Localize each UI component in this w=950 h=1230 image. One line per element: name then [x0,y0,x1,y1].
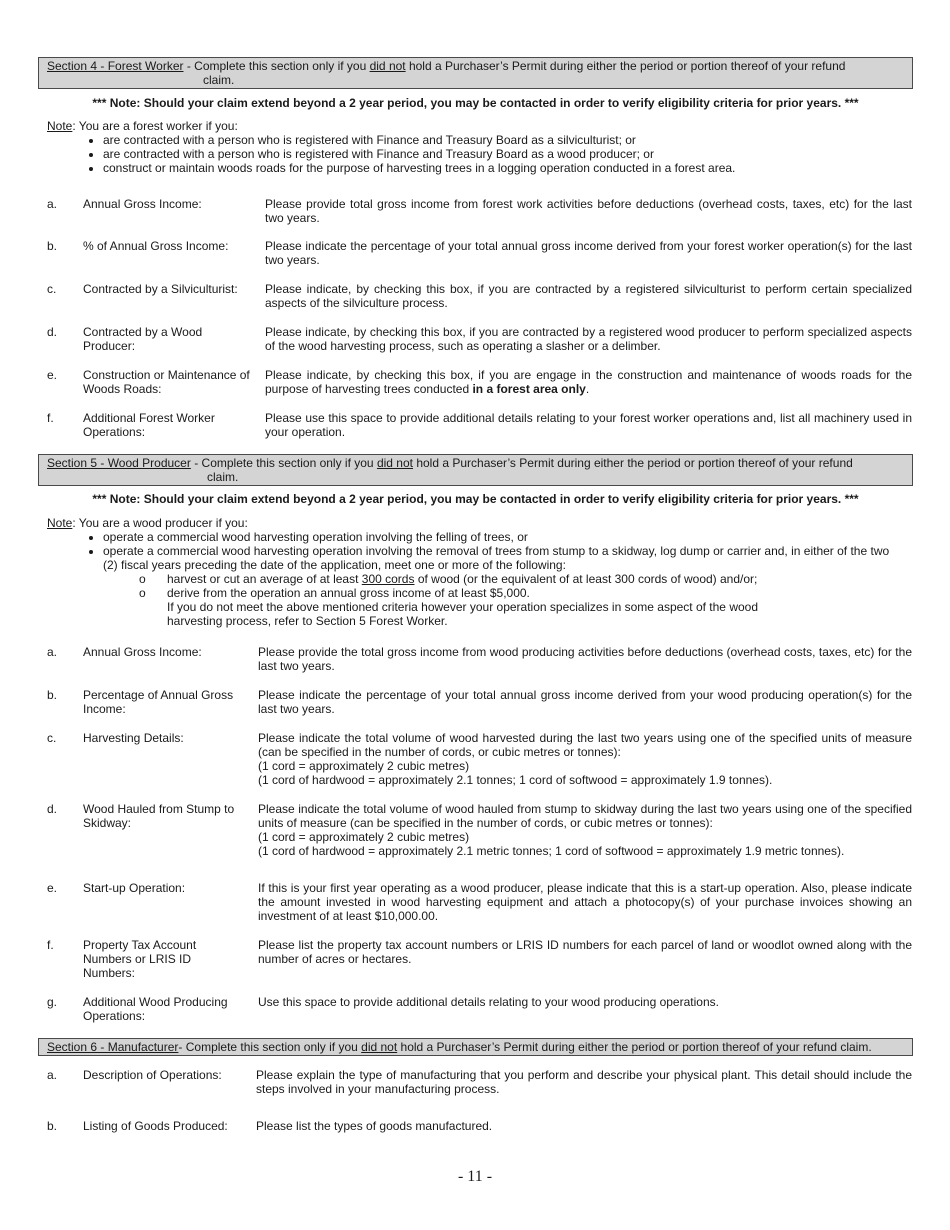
item-description-line: (1 cord of hardwood = approximately 2.1 tonnes; 1 cord of softwood = approximately 1.9 tonnes). [258,773,773,787]
list-item: • are contracted with a person who is registered with Finance and Treasury Board as a silviculturist; or [103,133,907,147]
section-6-title: Section 6 - Manufacturer [47,1040,179,1054]
item-description: Please provide the total gross income from wood producing activities before deductions (overhead costs, taxes, etc) for the last two years. [258,645,912,673]
item-description: Please explain the type of manufacturing that you perform and describe your physical plant. This detail should include the steps involved in your manufacturing process. [256,1068,912,1096]
item-letter: g. [47,995,58,1009]
item-label: Annual Gross Income: [83,645,202,659]
item-description-line: (1 cord of hardwood = approximately 2.1 metric tonnes; 1 cord of softwood = approximately 1.9 metric tonnes). [258,844,845,858]
item-description: Please indicate, by checking this box, if you are contracted by a registered wood producer to perform specialized aspects of the wood harvesting process, such as operating a slasher or a delimber. [265,325,912,353]
page-number: - 11 - [457,1168,493,1185]
section-4-note-label: Note [47,119,73,133]
sub-list-item [139,586,907,600]
item-letter: d. [47,802,58,816]
item-description: Please indicate the percentage of your total annual gross income derived from your forest worker operation(s) for the last two years. [265,239,912,267]
item-description: If this is your first year operating as a wood producer, please indicate that this is a start-up operation. Also, please indicate the amount invested in wood harvesting equipment and attach a photocopy(s) of your purchase invoices showing an investment of at least $10,000.00. [258,881,912,923]
section-4-header-emphasis: did not [369,59,406,73]
section-4-header-rest: hold a Purchaser’s Permit during either the period or portion thereof of your refund [405,59,846,73]
section-5-intro [47,516,907,628]
item-description-text: Please indicate the total volume of wood harvested during the last two years using one of the specified units of measure (can be specified in the number of cords, or cubic metres or tonnes): [258,731,912,759]
item-description: Please list the types of goods manufactured. [256,1119,493,1133]
item-letter: a. [47,645,58,659]
section-5-header-emphasis: did not [376,456,413,470]
list-item [103,544,907,572]
section-4-header-text: - Complete this section only if you [183,59,370,73]
item-description: Please provide total gross income from forest work activities before deductions (overhead costs, taxes, etc) for the last two years. [265,197,912,225]
item-letter: c. [47,282,57,296]
item-label: % of Annual Gross Income: [83,239,229,253]
item-description: Please list the property tax account numbers or LRIS ID numbers for each parcel of land or woodlot owned along with the number of acres or hectares. [258,938,912,966]
item-description: Use this space to provide additional details relating to your wood producing operations. [258,995,719,1009]
section-5-note-label: Note [47,516,73,530]
item-description [265,368,912,396]
item-letter: a. [47,1068,58,1082]
list-item-text: operate a commercial wood harvesting operation involving the removal of trees from stump to a skidway, log dump or carrier and, in either of the two (2) fiscal years preceding the date of the application, meet one or more of the following: [103,544,890,572]
item-letter: b. [47,688,58,702]
section-5-note: *** Note: Should your claim extend beyond a 2 year period, you may be contacted in order to verify eligibility criteria for prior years. *** [92,492,859,506]
section-4-header [38,57,913,89]
item-label: Listing of Goods Produced: [83,1119,228,1133]
item-description [258,802,912,858]
item-letter: e. [47,881,58,895]
item-letter: c. [47,731,57,745]
section-4-header-line2: claim. [203,73,235,87]
item-description: Please indicate the percentage of your total annual gross income derived from your wood producing operation(s) for the last two years. [258,688,912,716]
item-letter: f. [47,411,54,425]
item-label: Contracted by a Silviculturist: [83,282,238,296]
section-5-header [38,454,913,486]
item-label: Start-up Operation: [83,881,186,895]
section-5-title: Section 5 - Wood Producer [47,456,191,470]
item-label: Annual Gross Income: [83,197,202,211]
item-description: Please indicate, by checking this box, if you are contracted by a registered silviculturist to perform certain specialized aspects of the silviculture process. [265,282,912,310]
section-5-header-rest: hold a Purchaser’s Permit during either the period or portion thereof of your refund [412,456,853,470]
list-item: • are contracted with a person who is registered with Finance and Treasury Board as a wood producer; or [103,147,907,161]
item-letter: b. [47,239,58,253]
sub-list-item-text [167,572,757,586]
circle-bullet-icon: o [139,586,146,600]
section-6-header-emphasis: did not [361,1040,398,1054]
item-description [258,731,912,787]
section-5-intro-text: : You are a wood producer if you: [72,516,248,530]
item-description-text: Please indicate the total volume of wood hauled from stump to skidway during the last two years using one of the specified units of measure (can be specified in the number of cords, or cubic metres or tonnes): [258,802,912,830]
section-4-title: Section 4 - Forest Worker [47,59,184,73]
section-5-header-line2: claim. [207,470,239,484]
item-label: Harvesting Details: [83,731,184,745]
item-letter: f. [47,938,54,952]
sub-list-note: If you do not meet the above mentioned criteria however your operation specializes in some aspect of the wood harvesting process, refer to Section 5 Forest Worker. [167,600,759,628]
section-4-note: *** Note: Should your claim extend beyond a 2 year period, you may be contacted in order to verify eligibility criteria for prior years. *** [92,96,859,110]
circle-bullet-icon: o [139,572,146,586]
item-description-bold: in a forest area only [472,382,586,396]
item-description-end: . [585,382,590,396]
section-6-header-text: - Complete this section only if you [178,1040,362,1054]
item-letter: b. [47,1119,58,1133]
sub-item-post: of wood (or the equivalent of at least 300 cords of wood) and/or; [414,572,758,586]
sub-item-pre: harvest or cut an average of at least [167,572,362,586]
section-5-bullet-list [47,530,907,572]
item-label: Additional Forest Worker Operations: [83,411,215,439]
item-letter: e. [47,368,58,382]
sub-list-item-text: derive from the operation an annual gross income of at least $5,000. [167,586,530,600]
item-description-text: Please indicate, by checking this box, if you are engage in the construction and maintenance of woods roads for the purpose of harvesting trees conducted [265,368,912,396]
item-label: Property Tax Account Numbers or LRIS ID Numbers: [83,938,197,980]
section-6-header [38,1038,913,1056]
item-description: Please use this space to provide additional details relating to your forest worker operations and, list all machinery used in your operation. [265,411,912,439]
section-4-intro [47,119,907,175]
list-item: • operate a commercial wood harvesting operation involving the felling of trees, or [103,530,907,544]
list-item: • construct or maintain woods roads for the purpose of harvesting trees in a logging operation conducted in a forest area. [103,161,907,175]
item-label: Contracted by a Wood Producer: [83,325,203,353]
item-letter: a. [47,197,58,211]
section-4-bullet-list [47,133,907,175]
sub-list-item [139,572,907,586]
section-6-header-rest: hold a Purchaser’s Permit during either the period or portion thereof of your refund claim. [397,1040,872,1054]
section-5-header-text: - Complete this section only if you [190,456,377,470]
item-label: Additional Wood Producing Operations: [83,995,228,1023]
item-description-line: (1 cord = approximately 2 cubic metres) [258,830,470,844]
item-letter: d. [47,325,58,339]
sub-item-emphasis: 300 cords [361,572,415,586]
item-label: Description of Operations: [83,1068,222,1082]
item-label: Wood Hauled from Stump to Skidway: [83,802,235,830]
item-label: Construction or Maintenance of Woods Roads: [83,368,250,396]
section-4-intro-text: : You are a forest worker if you: [72,119,238,133]
item-label: Percentage of Annual Gross Income: [83,688,234,716]
item-description-line: (1 cord = approximately 2 cubic metres) [258,759,470,773]
